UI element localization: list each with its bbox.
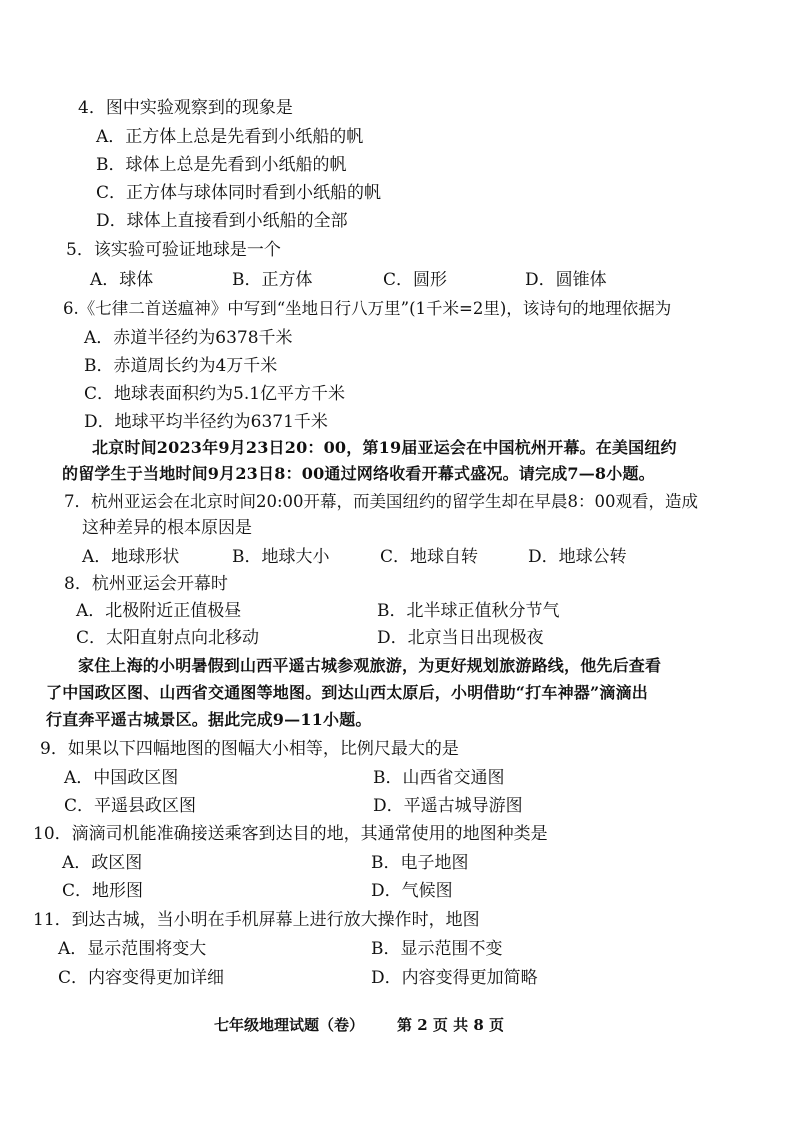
footer-exam-title: 七年级地理试题（卷）: [214, 1016, 365, 1034]
question-4-option-d: D．球体上直接看到小纸船的全部: [96, 211, 348, 231]
question-6-option-d: D．地球平均半径约为6371千米: [84, 412, 328, 432]
question-8-stem: 8．杭州亚运会开幕时: [64, 574, 228, 594]
passage-2-line-2: 了中国政区图、山西省交通图等地图。到达山西太原后，小明借助“打车神器”滴滴出: [46, 683, 649, 702]
question-11-option-d: D．内容变得更加简略: [371, 968, 538, 988]
question-4-option-a: A．正方体上总是先看到小纸船的帆: [96, 127, 364, 147]
question-6-option-c: C．地球表面积约为5.1亿平方千米: [84, 384, 346, 404]
passage-1-line-1: 北京时间2023年9月23日20：00，第19届亚运会在中国杭州开幕。在美国纽约: [92, 438, 677, 457]
question-9-option-d: D．平遥古城导游图: [373, 796, 523, 816]
question-10-option-c: C．地形图: [62, 881, 144, 901]
question-11-option-b: B．显示范围不变: [371, 939, 503, 959]
passage-2-line-3: 行直奔平遥古城景区。据此完成9—11小题。: [46, 710, 372, 729]
question-11-option-a: A．显示范围将变大: [58, 939, 207, 959]
question-4-stem: 4．图中实验观察到的现象是: [78, 98, 293, 118]
question-7-option-d: D．地球公转: [528, 547, 627, 567]
passage-1-line-2: 的留学生于当地时间9月23日8：00通过网络收看开幕式盛况。请完成7—8小题。: [62, 464, 655, 483]
question-4-option-c: C．正方体与球体同时看到小纸船的帆: [96, 183, 382, 203]
question-7-option-b: B．地球大小: [232, 547, 330, 567]
question-6-option-a: A．赤道半径约为6378千米: [84, 328, 293, 348]
question-9-stem: 9．如果以下四幅地图的图幅大小相等，比例尺最大的是: [40, 739, 459, 759]
question-8-option-b: B．北半球正值秋分节气: [377, 601, 560, 621]
question-4-option-b: B．球体上总是先看到小纸船的帆: [96, 155, 347, 175]
question-5-stem: 5．该实验可验证地球是一个: [66, 240, 281, 260]
passage-2-line-1: 家住上海的小明暑假到山西平遥古城参观旅游，为更好规划旅游路线，他先后查看: [78, 656, 662, 675]
question-7-option-a: A．地球形状: [82, 547, 180, 567]
question-5-option-a: A．球体: [90, 270, 154, 290]
question-8-option-d: D．北京当日出现极夜: [377, 628, 544, 648]
question-5-option-b: B．正方体: [232, 270, 313, 290]
question-9-option-c: C．平遥县政区图: [64, 796, 197, 816]
question-11-option-c: C．内容变得更加详细: [58, 968, 225, 988]
question-9-option-b: B．山西省交通图: [373, 768, 505, 788]
question-6-stem: 6.《七律二首送瘟神》中写到“坐地日行八万里”(1千米=2里)，该诗句的地理依据为: [63, 299, 672, 318]
question-7-option-c: C．地球自转: [380, 547, 479, 567]
question-10-stem: 10．滴滴司机能准确接送乘客到达目的地，其通常使用的地图种类是: [33, 824, 548, 844]
question-8-option-a: A．北极附近正值极昼: [76, 601, 242, 621]
question-8-option-c: C．太阳直射点向北移动: [76, 628, 260, 648]
question-5-option-c: C．圆形: [383, 270, 448, 290]
question-7-stem-line-1: 7．杭州亚运会在北京时间20:00开幕，而美国纽约的留学生却在早晨8：00观看，造成: [64, 492, 699, 511]
question-7-stem-line-2: 这种差异的根本原因是: [82, 518, 252, 538]
question-5-option-d: D．圆锥体: [525, 270, 607, 290]
question-6-option-b: B．赤道周长约为4万千米: [84, 356, 278, 376]
question-10-option-d: D．气候图: [371, 881, 453, 901]
question-11-stem: 11．到达古城，当小明在手机屏幕上进行放大操作时，地图: [33, 910, 480, 930]
question-9-option-a: A．中国政区图: [64, 768, 179, 788]
question-10-option-a: A．政区图: [62, 853, 143, 873]
footer-page-number: 第 2 页 共 8 页: [397, 1016, 504, 1034]
question-10-option-b: B．电子地图: [371, 853, 469, 873]
